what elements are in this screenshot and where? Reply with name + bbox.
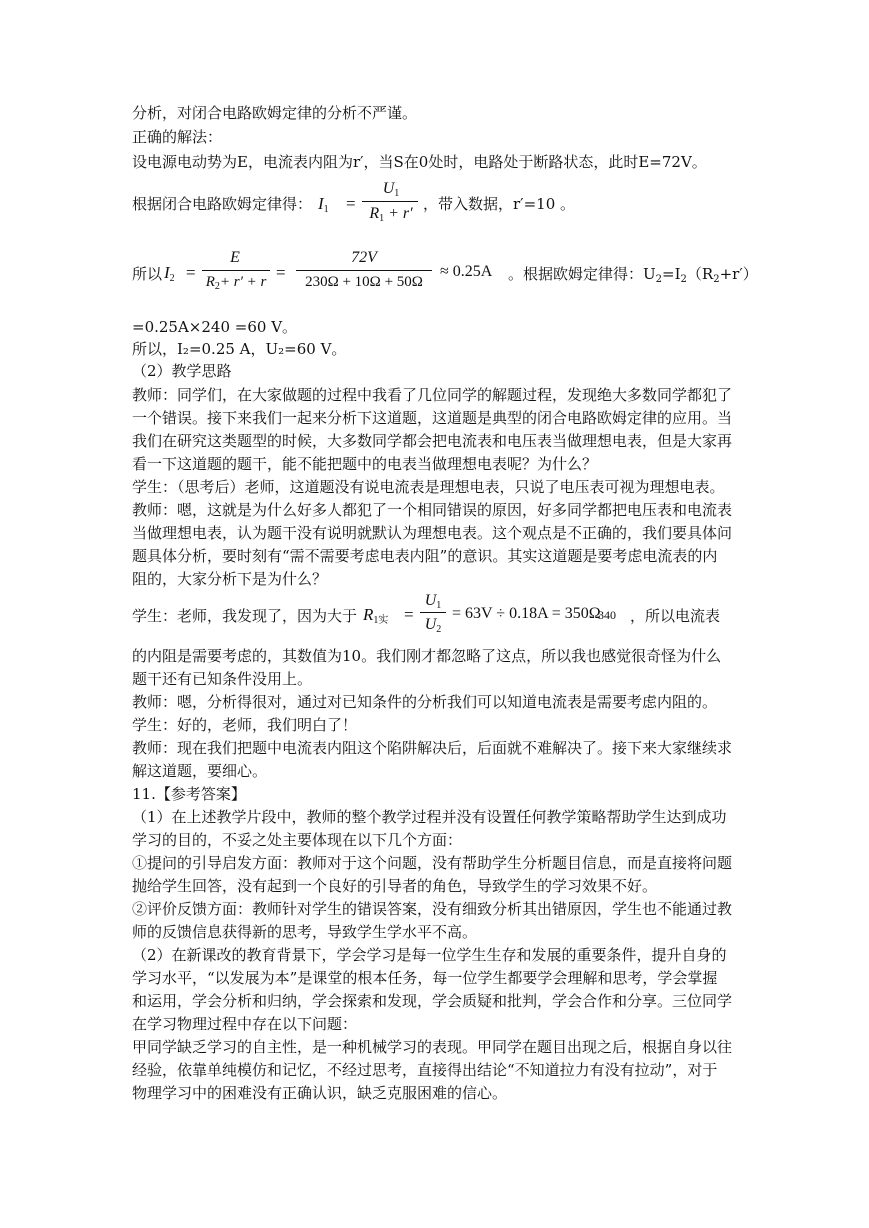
formula-symbol: $R_{1实}$ [363, 605, 389, 626]
text-line: 当做理想电表，认为题干没有说明就默认为理想电表。这个观点是不正确的，我们要具体问 [132, 524, 733, 542]
text-line: 学生：老师，我发现了，因为大于 [132, 607, 358, 625]
fraction-bar [362, 201, 418, 202]
text-line: 阻的，大家分析下是为什么？ [132, 570, 328, 588]
fraction-bar [296, 270, 432, 271]
text-line: 学习水平，“以发展为本”是课堂的根本任务，每一位学生都要学会理解和思考，学会掌握 [132, 969, 718, 987]
fraction-bar [420, 612, 446, 613]
text-line: 看一下这道题的题干，能不能把题中的电表当做理想电表呢？为什么？ [132, 455, 598, 473]
formula-result: ≈ 0.25A [440, 263, 493, 280]
formula-equals: = [276, 263, 286, 282]
text-line: 抛给学生回答，没有起到一个良好的引导者的角色，导致学生的学习效果不好。 [132, 877, 658, 895]
text-line: 根据闭合电路欧姆定律得： [132, 195, 313, 213]
text-line: ，所以电流表 [630, 607, 721, 625]
text-line: 和运用，学会分析和归纳，学会探索和发现，学会质疑和批判，学会合作和分享。三位同学 [132, 992, 733, 1010]
text-line: 在学习物理过程中存在以下问题： [132, 1015, 358, 1033]
text-line: 。根据欧姆定律得：$U_2=I_2(R_2+r')$ [508, 265, 758, 285]
text-line: 甲同学缺乏学习的自主性，是一种机械学习的表现。甲同学在题目出现之后，根据自身以往 [132, 1038, 733, 1056]
fraction-bar [202, 270, 270, 271]
text-line: 物理学习中的困难没有正确认识，缺乏克服困难的信心。 [132, 1084, 508, 1102]
text-line: 题干还有已知条件没用上。 [132, 670, 313, 688]
text-line: 学生：好的，老师，我们明白了！ [132, 716, 358, 734]
section-heading: 11.【参考答案】 [132, 785, 246, 803]
text-line: （2）教学思路 [132, 362, 232, 380]
text-line: 教师：嗯，分析得很对，通过对已知条件的分析我们可以知道电流表是需要考虑内阻的。 [132, 693, 718, 711]
text-line: 学生：（思考后）老师，这道题没有说电流表是理想电表，只说了电压表可视为理想电表。 [132, 478, 725, 496]
formula-denominator: 230Ω + 10Ω + 50Ω [305, 274, 423, 290]
formula-denominator: $U_2$ [424, 616, 442, 635]
text-line: 教师：同学们，在大家做题的过程中我看了几位同学的解题过程，发现绝大多数同学都犯了 [132, 386, 733, 404]
formula-denominator: $R_2+ r' + r$ [205, 274, 267, 292]
text-line: 所以 [132, 265, 163, 283]
text-line: 我们在研究这类题型的时候，大多数同学都会把电流表和电压表当做理想电表，但是大家再 [132, 432, 733, 450]
formula-symbol: $I_2$ [164, 263, 175, 284]
formula-equals: = [186, 263, 196, 282]
text-line: 的内阻是需要考虑的，其数值为10。我们刚才都忽略了这点，所以我也感觉很奇怪为什么 [132, 647, 722, 665]
formula-numerator: E [230, 249, 240, 266]
formula-denominator: $R_1 + r'$ [369, 205, 413, 224]
formula-note: 340 [598, 608, 616, 622]
text-line: ，带入数据，r′=10 。 [423, 195, 576, 213]
formula-symbol: $I_1$ [318, 194, 329, 215]
text-line: 师的反馈信息获得新的思考，导致学生学水平不高。 [132, 923, 478, 941]
text-line: ①提问的引导启发方面：教师对于这个问题，没有帮助学生分析题目信息，而是直接将问题 [132, 854, 733, 872]
text-line: 所以，I₂=0.25 A，U₂=60 V。 [132, 340, 347, 358]
text-line: 正确的解法： [132, 128, 223, 146]
text-line: 解这道题，要细心。 [132, 762, 268, 780]
text-line: 经验，依靠单纯模仿和记忆，不经过思考，直接得出结论“不知道拉力有没有拉动”，对于 [132, 1061, 718, 1079]
formula-numerator: $U_1$ [424, 592, 442, 611]
text-line: 教师：现在我们把题中电流表内阻这个陷阱解决后，后面就不难解决了。接下来大家继续求 [132, 739, 733, 757]
text-line: （1）在上述教学片段中，教师的整个教学过程并没有设置任何教学策略帮助学生达到成功 [132, 808, 727, 826]
text-line: 一个错误。接下来我们一起来分析下这道题，这道题是典型的闭合电路欧姆定律的应用。当 [132, 409, 733, 427]
text-line: 教师：嗯，这就是为什么好多人都犯了一个相同错误的原因，好多同学都把电压表和电流表 [132, 501, 733, 519]
formula-equals: = [404, 605, 414, 624]
formula-equals: = [346, 194, 356, 213]
text-line: 设电源电动势为E，电流表内阻为r′，当S在0处时，电路处于断路状态，此时E=72V。 [132, 153, 707, 171]
formula-numerator: 72V [351, 249, 377, 266]
text-line: 分析，对闭合电路欧姆定律的分析不严谨。 [132, 104, 418, 122]
text-line: =0.25A×240 =60 V。 [132, 318, 298, 336]
text-line: （2）在新课改的教育背景下，学会学习是每一位学生生存和发展的重要条件，提升自身的 [132, 946, 727, 964]
formula-result: = 63V ÷ 0.18A = 350Ω [452, 605, 601, 622]
text-line: 题具体分析，要时刻有“需不需要考虑电表内阻”的意识。其实这道题是要考虑电流表的内 [132, 547, 718, 565]
text-line: 学习的目的，不妥之处主要体现在以下几个方面： [132, 831, 463, 849]
formula-numerator: $U_1$ [382, 180, 400, 199]
text-line: ②评价反馈方面：教师针对学生的错误答案，没有细致分析其出错原因，学生也不能通过教 [132, 900, 733, 918]
